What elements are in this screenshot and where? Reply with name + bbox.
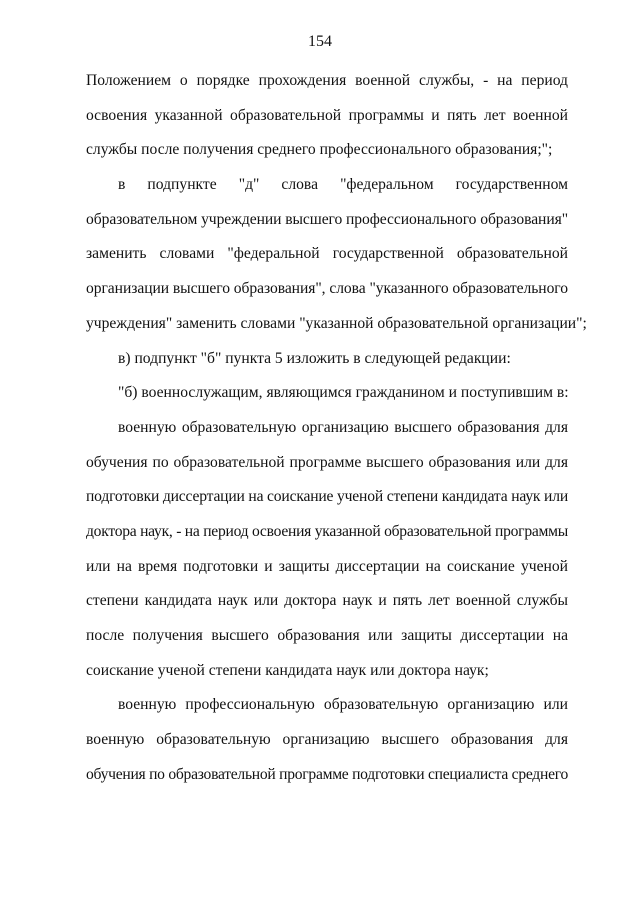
text-line: военную профессиональную образовательную организацию или bbox=[118, 696, 568, 714]
text-line: организации высшего образования", слова "указанного образовательного bbox=[86, 280, 568, 298]
text-line: доктора наук, - на период освоения указанной образовательной программы bbox=[86, 522, 568, 540]
text-line: заменить словами "федеральной государственной образовательной bbox=[86, 245, 568, 263]
text-line: учреждения" заменить словами "указанной образовательной организации"; bbox=[86, 314, 587, 332]
text-line: подготовки диссертации на соискание ученой степени кандидата наук или bbox=[86, 488, 568, 506]
text-line: в) подпункт "б" пункта 5 изложить в следующей редакции: bbox=[118, 349, 511, 367]
text-line: военную образовательную организацию высшего образования для bbox=[118, 418, 568, 436]
text-line: службы после получения среднего профессионального образования;"; bbox=[86, 141, 553, 159]
text-line: образовательном учреждении высшего профессионального образования" bbox=[86, 210, 568, 228]
text-line: после получения высшего образования или защиты диссертации на bbox=[86, 627, 568, 644]
text-line: Положением о порядке прохождения военной службы, - на период bbox=[86, 72, 568, 89]
text-line: степени кандидата наук или доктора наук и пять лет военной службы bbox=[86, 592, 568, 610]
text-line: обучения по образовательной программе подготовки специалиста среднего bbox=[86, 765, 569, 783]
text-line: военную образовательную организацию высшего образования для bbox=[86, 731, 568, 749]
text-line: или на время подготовки и защиты диссертации на соискание ученой bbox=[86, 557, 568, 575]
text-line: обучения по образовательной программе высшего образования или для bbox=[86, 453, 568, 471]
text-line: "б) военнослужащим, являющимся гражданином и поступившим в: bbox=[118, 384, 569, 402]
text-line: в подпункте "д" слова "федеральном государственном bbox=[118, 176, 568, 194]
page-number: 154 bbox=[308, 33, 332, 50]
text-line: освоения указанной образовательной программы и пять лет военной bbox=[86, 106, 568, 124]
document-body bbox=[86, 64, 587, 792]
text-line: соискание ученой степени кандидата наук или доктора наук; bbox=[86, 661, 489, 679]
